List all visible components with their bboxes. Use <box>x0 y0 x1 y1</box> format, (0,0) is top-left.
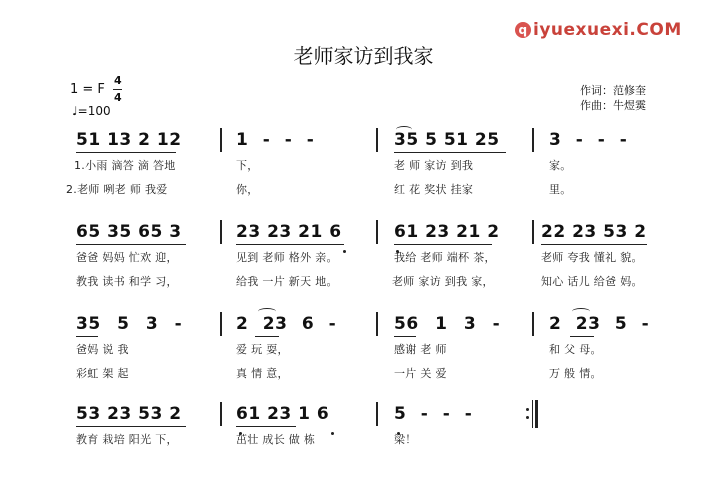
measure-notes: 56 1 3 - <box>394 314 501 334</box>
measure-notes: 2 23 6 - <box>236 314 337 334</box>
lyric-line-verse1: 爱 玩 耍， <box>236 343 289 356</box>
bar-line <box>376 128 378 152</box>
low-octave-dot <box>343 250 346 253</box>
tempo-marking: ♩=100 <box>72 104 111 118</box>
beat-underline <box>76 336 98 337</box>
beat-underline <box>394 152 506 153</box>
bar-line <box>532 220 534 244</box>
lyric-line-verse1: 爸妈 说 我 <box>76 343 129 356</box>
bar-line <box>220 128 222 152</box>
lyric-line-verse1: 教育 栽培 阳光 下， <box>76 433 178 446</box>
bar-line <box>220 402 222 426</box>
watermark-text: iyuexuexi.COM <box>533 20 682 40</box>
repeat-dot <box>526 408 529 411</box>
lyric-line-verse2: 万 般 情。 <box>549 367 602 380</box>
lyric-line-verse2: 知心 话儿 给爸 妈。 <box>541 275 643 288</box>
composer-credit: 作曲：牛煜霙 <box>580 99 646 112</box>
measure-notes: 53 23 53 2 <box>76 404 182 424</box>
lyric-line-verse2: 老师 家访 到我 家， <box>392 275 494 288</box>
repeat-dot <box>526 416 529 419</box>
bar-line <box>220 220 222 244</box>
time-signature-line <box>113 89 122 90</box>
measure-notes: 61 23 1 6 <box>236 404 330 424</box>
lyricist-credit: 作词：范修奎 <box>580 84 646 97</box>
bar-line <box>532 312 534 336</box>
lyric-line-verse1: 老 师 家访 到我 <box>394 159 474 172</box>
slur-mark <box>572 308 590 315</box>
bar-line <box>220 312 222 336</box>
slur-mark <box>396 126 412 133</box>
lyric-line-verse2: 给我 一片 新天 地。 <box>236 275 338 288</box>
lyric-line-verse2: 2.老师 咧老 师 我爱 <box>66 183 168 196</box>
beat-underline <box>236 244 344 245</box>
site-watermark <box>515 20 682 40</box>
lyric-line-verse1: 爸爸 妈妈 忙欢 迎， <box>76 251 178 264</box>
measure-notes: 51 13 2 12 <box>76 130 182 150</box>
slur-mark <box>258 308 276 315</box>
measure-notes: 61 23 21 2 <box>394 222 500 242</box>
beat-underline <box>76 244 186 245</box>
beat-underline <box>570 336 594 337</box>
song-title: 老师家访到我家 <box>293 44 434 68</box>
measure-notes: 2 23 5 - <box>549 314 650 334</box>
lyric-line-verse1: 1.小雨 滴答 滴 答地 <box>74 159 176 172</box>
measure-notes: 35 5 3 - <box>76 314 183 334</box>
lyric-line-verse1: 我给 老师 端杯 茶， <box>394 251 496 264</box>
measure-notes: 65 35 65 3 <box>76 222 182 242</box>
final-bar-line-thin <box>532 400 533 428</box>
bar-line <box>376 402 378 426</box>
lyric-line-verse1: 见到 老师 格外 亲。 <box>236 251 338 264</box>
beat-underline <box>394 336 416 337</box>
bar-line <box>376 220 378 244</box>
lyric-line-verse1: 家。 <box>549 159 572 172</box>
beat-underline <box>76 152 176 153</box>
logo-icon: q <box>515 22 531 38</box>
bar-line <box>376 312 378 336</box>
key-signature: 1 = F <box>70 82 105 97</box>
lyric-line-verse2: 里。 <box>549 183 572 196</box>
measure-notes: 3 - - - <box>549 130 628 150</box>
lyric-line-verse1: 下， <box>236 159 259 172</box>
measure-notes: 22 23 53 2 <box>541 222 647 242</box>
beat-underline <box>236 426 296 427</box>
measure-notes: 1 - - - <box>236 130 315 150</box>
lyric-line-verse1: 老师 夸我 懂礼 貌。 <box>541 251 643 264</box>
lyric-line-verse1: 梁！ <box>394 433 417 446</box>
lyric-line-verse1: 感谢 老 师 <box>394 343 447 356</box>
final-bar-line-thick <box>535 400 538 428</box>
lyric-line-verse2: 彩虹 架 起 <box>76 367 129 380</box>
lyric-line-verse2: 真 情 意， <box>236 367 289 380</box>
beat-underline <box>541 244 647 245</box>
measure-notes: 35 5 51 25 <box>394 130 500 150</box>
lyric-line-verse2: 红 花 奖状 挂家 <box>394 183 474 196</box>
lyric-line-verse1: 和 父 母。 <box>549 343 602 356</box>
lyric-line-verse1: 茁壮 成长 做 栋 <box>236 433 316 446</box>
measure-notes: 23 23 21 6 <box>236 222 342 242</box>
time-signature-top: 4 <box>114 74 122 87</box>
lyric-line-verse2: 教我 读书 和学 习， <box>76 275 178 288</box>
measure-notes: 5 - - - <box>394 404 473 424</box>
beat-underline <box>394 244 492 245</box>
beat-underline <box>255 336 279 337</box>
lyric-line-verse2: 你， <box>236 183 259 196</box>
time-signature-bottom: 4 <box>114 91 122 104</box>
beat-underline <box>76 426 186 427</box>
bar-line <box>532 128 534 152</box>
lyric-line-verse2: 一片 关 爱 <box>394 367 447 380</box>
low-octave-dot <box>331 432 334 435</box>
